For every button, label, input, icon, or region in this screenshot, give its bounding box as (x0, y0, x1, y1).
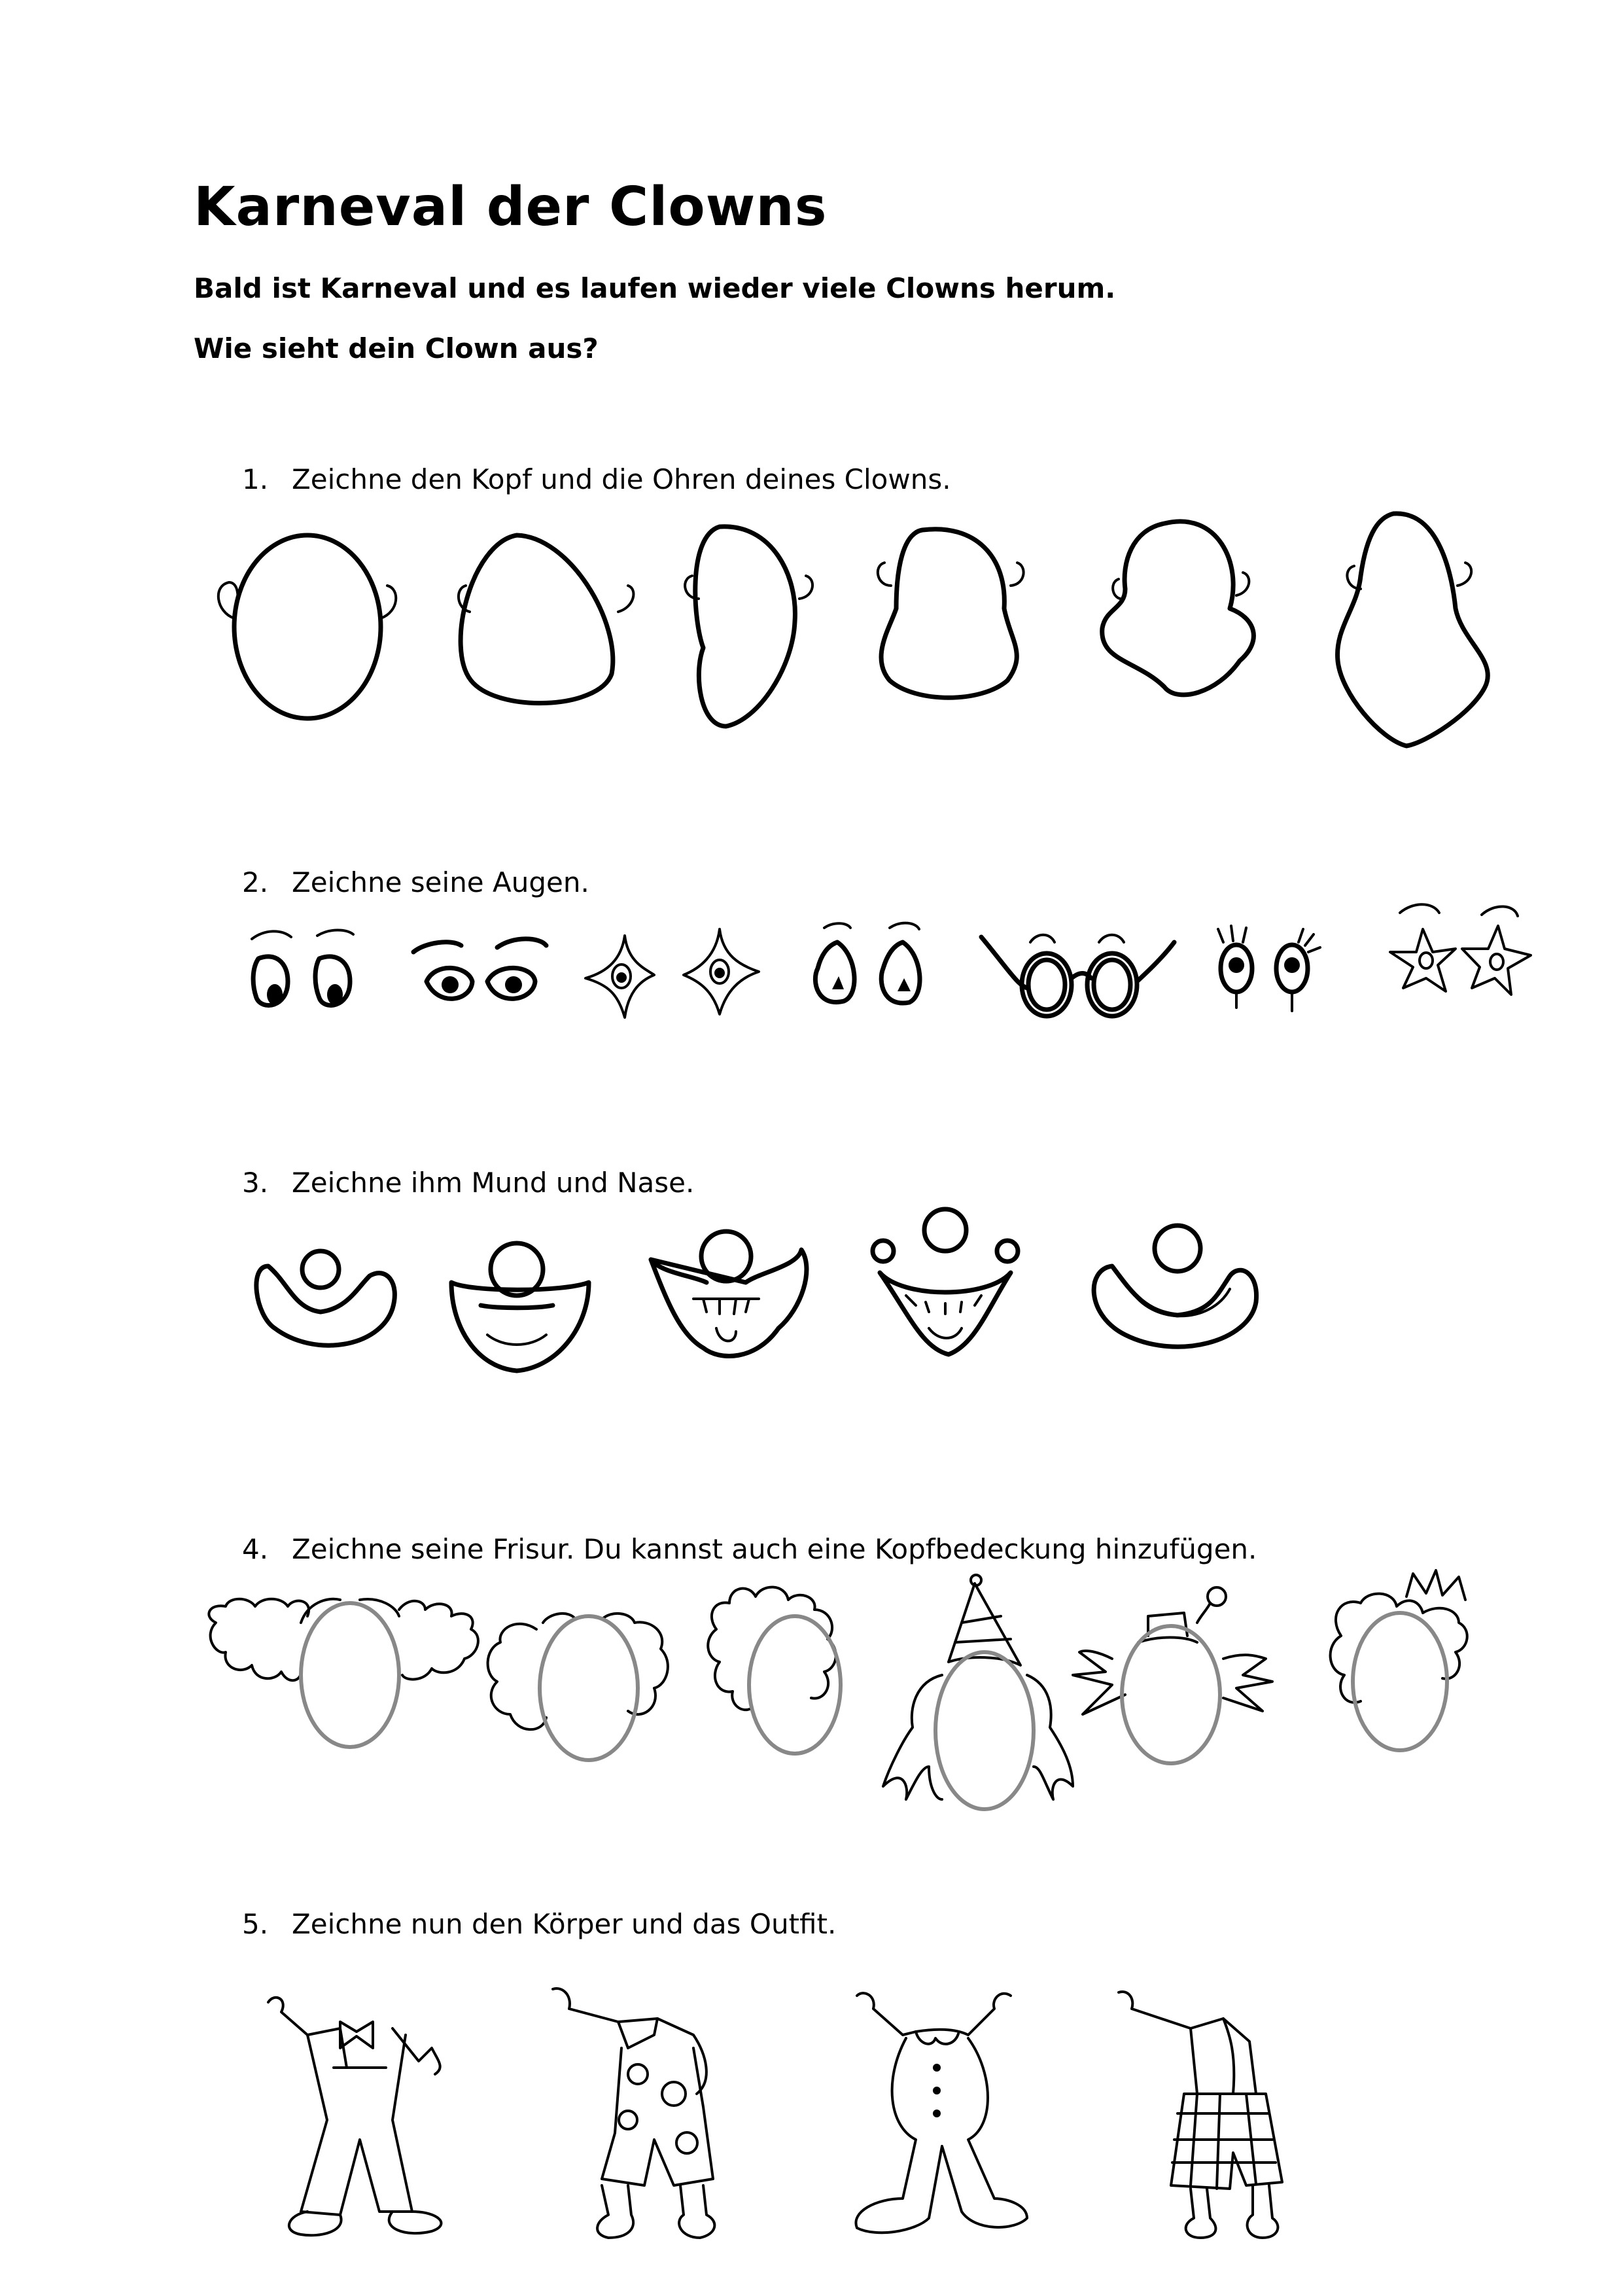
intro-line-2: Wie sieht dein Clown aus? (194, 332, 599, 364)
step-number: 3. (242, 1167, 269, 1199)
mouth-nose-3 (651, 1231, 807, 1356)
step-text: Zeichne den Kopf und die Ohren deines Clowns. (292, 463, 951, 495)
step-number: 5. (242, 1908, 269, 1940)
mouth-nose-2 (451, 1243, 589, 1371)
step-1-instruction (242, 463, 951, 495)
eyes-oval-lashes (252, 930, 353, 1006)
worksheet-title: Karneval der Clowns (194, 176, 828, 238)
head-shape-pear (878, 529, 1024, 698)
step-text: Zeichne ihm Mund und Nase. (292, 1167, 695, 1199)
intro-line-1: Bald ist Karneval und es laufen wieder viele Clowns herum. (194, 272, 1116, 304)
head-shape-round (218, 535, 396, 718)
hairstyle-party-hat (883, 1575, 1073, 1809)
eyes-star-diamond (585, 929, 759, 1017)
eyes-glasses (981, 935, 1174, 1016)
step-3-instruction (242, 1169, 694, 1197)
head-shape-tall (685, 527, 812, 726)
step-number: 1. (242, 463, 269, 495)
mouth-nose-1 (256, 1251, 394, 1345)
hairstyle-top-hat-spikes (1073, 1587, 1272, 1763)
hairstyle-crown-curls (1331, 1570, 1467, 1750)
step-text: Zeichne seine Frisur. Du kannst auch eine Kopfbedeckung hinzufügen. (292, 1533, 1257, 1565)
step-4-instruction (242, 1533, 1257, 1565)
eyes-stars (1390, 904, 1531, 995)
body-plaid-shorts (1119, 1992, 1282, 2238)
mouth-nose-5 (1094, 1226, 1256, 1347)
head-shape-egg (459, 535, 634, 703)
step-number: 4. (242, 1533, 269, 1565)
step-text: Zeichne seine Augen. (292, 866, 589, 898)
step-number: 2. (242, 866, 269, 898)
eyes-round-brows (413, 939, 546, 999)
head-shape-diamond (1338, 514, 1488, 746)
hairstyle-wide-curly (209, 1599, 478, 1747)
hairstyle-afro-curls (708, 1587, 841, 1754)
step-5-instruction (242, 1908, 837, 1940)
body-overalls (268, 1998, 441, 2235)
head-shape-wide-jaw (1102, 521, 1254, 695)
eyes-teardrop (815, 923, 920, 1003)
mouth-nose-4 (873, 1209, 1018, 1354)
hairstyle-puffy (488, 1614, 668, 1760)
step-text: Zeichne nun den Körper und das Outfit. (292, 1908, 837, 1940)
body-collar (856, 1993, 1027, 2233)
body-polka-dots (553, 1988, 714, 2238)
step-2-instruction (242, 866, 589, 898)
eyes-with-lashes (1218, 926, 1320, 1011)
